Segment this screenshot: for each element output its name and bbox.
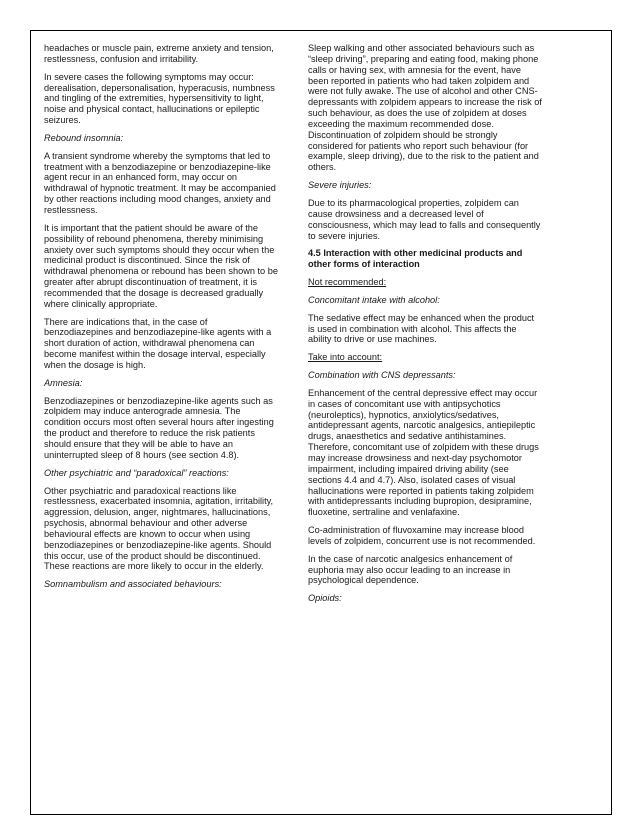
paragraph: Co-administration of fluvoxamine may increase blood levels of zolpidem, concurrent use is not recommended. — [308, 525, 536, 546]
subheading-opioids: Opioids: — [308, 593, 342, 604]
subheading-severe-injuries: Severe injuries: — [308, 180, 372, 191]
paragraph: Other psychiatric and paradoxical reactions like restlessness, exacerbated insomnia, agitation, irritability, aggression, delusion, anger, nightmares, hallucinations, psychosis, abnormal behaviour and other adverse behavioural effects are known to occur when using benzodiazepines or benzodiazepine-like agents. Should this occur, use of the product should be discontinued. These reactions are more likely to occur in the elderly. — [44, 485, 274, 572]
subheading-psychiatric-reactions: Other psychiatric and “paradoxical” reactions: — [44, 467, 229, 478]
left-column — [44, 43, 278, 597]
paragraph: Due to its pharmacological properties, zolpidem can cause drowsiness and a decreased level of consciousness, which may lead to falls and consequently to severe injuries. — [308, 197, 541, 241]
subheading-alcohol: Concomitant intake with alcohol: — [308, 294, 440, 305]
paragraph: The sedative effect may be enhanced when the product is used in combination with alcohol. This affects the ability to drive or use machines. — [308, 312, 535, 345]
subheading-take-into-account: Take into account: — [308, 352, 383, 363]
paragraph: headaches or muscle pain, extreme anxiety and tension, restlessness, confusion and irritability. — [44, 43, 274, 64]
paragraph: Sleep walking and other associated behaviours such as “sleep driving”, preparing and eating food, making phone calls or having sex, with amnesia for the event, have been reported in patients who had taken zolpidem and were not fully awake. The use of alcohol and other CNS-depressants with zolpidem appears to increase the risk of such behaviour, as does the use of zolpidem at doses exceeding the maximum recommended dose. Discontinuation of zolpidem should be strongly considered for patients who report such behaviour (for example, sleep driving), due to the risk to the patient and others. — [308, 43, 542, 173]
paragraph: In the case of narcotic analgesics enhancement of euphoria may also occur leading to an increase in psychological dependence. — [308, 553, 513, 586]
subheading-amnesia: Amnesia: — [44, 377, 83, 388]
paragraph: Enhancement of the central depressive effect may occur in cases of concomitant use with antipsychotics (neuroleptics), hypnotics, anxiolytics/sedatives, antidepressant agents, narcotic analgesics, antiepileptic drugs, anaesthetics and sedative antihistamines. Therefore, concomitant use of zolpidem with these drugs may increase drowsiness and next-day psychomotor impairment, including impaired driving ability (see sections 4.4 and 4.7). Also, isolated cases of visual hallucinations were reported in patients taking zolpidem with antidepressants including bupropion, desipramine, fluoxetine, sertraline and venlafaxine. — [308, 387, 539, 518]
subheading-cns-depressants: Combination with CNS depressants: — [308, 370, 456, 381]
subheading-not-recommended: Not recommended: — [308, 277, 387, 288]
paragraph: A transient syndrome whereby the symptoms that led to treatment with a benzodiazepine or benzodiazepine-like agent recur in an enhanced form, may occur on withdrawal of hypnotic treatment. It may be accompanied by other reactions including mood changes, anxiety and restlessness. — [44, 150, 276, 215]
subheading-rebound-insomnia: Rebound insomnia: — [44, 132, 124, 143]
right-column — [308, 43, 542, 611]
paragraph: There are indications that, in the case of benzodiazepines and benzodiazepine-like agents with a short duration of action, withdrawal phenomena can become manifest within the dosage interval, especially when the dosage is high. — [44, 316, 272, 370]
section-heading-4-5: 4.5 Interaction with other medicinal products and other forms of interaction — [308, 248, 523, 270]
paragraph: Benzodiazepines or benzodiazepine-like agents such as zolpidem may induce anterograde amnesia. The condition occurs most often several hours after ingesting the product and therefore to reduce the risk patients should ensure that they will be able to have an uninterrupted sleep of 8 hours (see section 4.8). — [44, 395, 274, 460]
subheading-somnambulism: Somnambulism and associated behaviours: — [44, 579, 222, 590]
paragraph: It is important that the patient should be aware of the possibility of rebound phenomena, thereby minimising anxiety over such symptoms should they occur when the medicinal product is discontinued. Since the risk of withdrawal phenomena or rebound has been shown to be greater after abrupt discontinuation of treatment, it is recommended that the dosage is decreased gradually where clinically appropriate. — [44, 222, 278, 309]
paragraph: In severe cases the following symptoms may occur: derealisation, depersonalisation, hyperacusis, numbness and tingling of the extremities, hypersensitivity to light, noise and physical contact, hallucinations or epileptic seizures. — [44, 71, 275, 126]
